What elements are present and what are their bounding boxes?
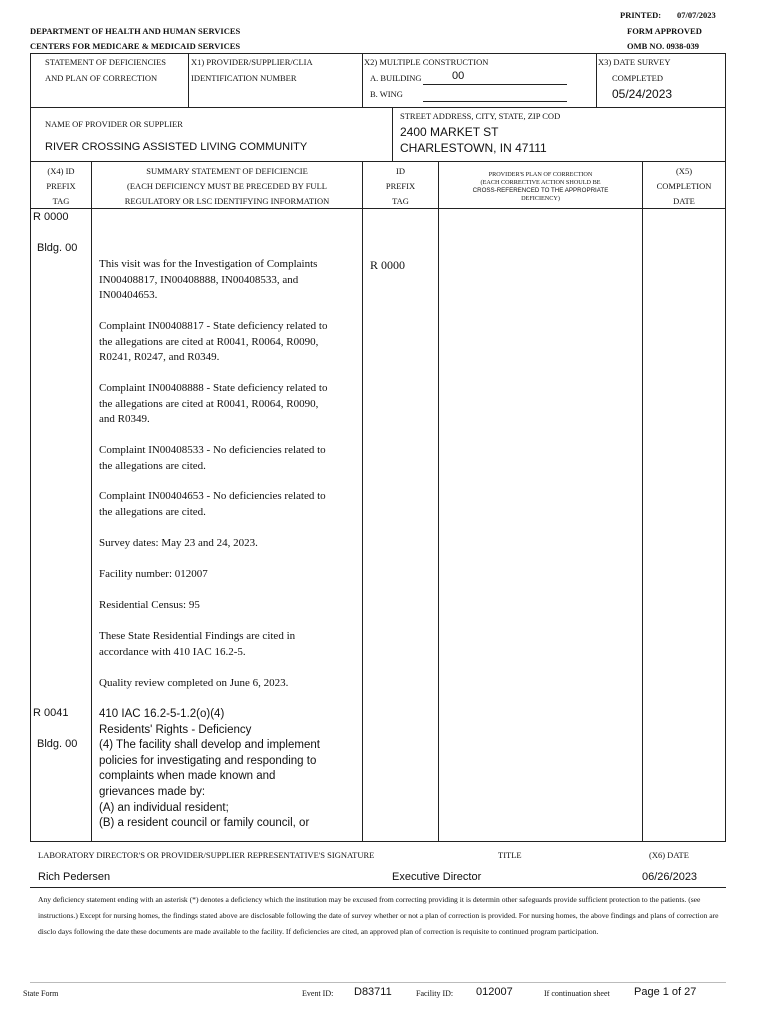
id-header: ID [396,166,405,176]
rule [392,107,393,161]
rule [30,982,726,983]
x4-header: (X4) ID [47,166,75,176]
x2-label: X2) MULTIPLE CONSTRUCTION [364,57,489,67]
omb-number: OMB NO. 0938-039 [627,41,700,51]
address-label: STREET ADDRESS, CITY, STATE, ZIP COD [400,111,561,121]
summary-paragraph: These State Residential Findings are cited in accordance with 410 IAC 16.2-5. [99,630,296,658]
id-tag-r0000: R 0000 [370,258,406,272]
department-title: DEPARTMENT OF HEALTH AND HUMAN SERVICES [30,26,241,36]
deficiency-text: 410 IAC 16.2-5-1.2(o)(4) Residents' Rights - Deficiency (4) The facility shall develop and implement policies for investigating and responding to complaints when made known and grievances made by: (A) an individual resident; (B) a resident council or family council, or [99,708,320,830]
centers-title: CENTERS FOR MEDICARE & MEDICAID SERVICES [30,41,241,51]
quality-review: Quality review completed on June 6, 2023. [99,677,289,689]
tag-r0041: R 0041 [33,707,69,719]
x5-date: DATE [673,196,695,206]
summary-paragraph: Complaint IN00408888 - State deficiency related to the allegations are cited at R0041, R0064, R0090, and R0349. [99,382,328,425]
summary-paragraph: Complaint IN00404653 - No deficiencies related to the allegations are cited. [99,490,326,518]
rule [725,53,726,841]
x1-label: X1) PROVIDER/SUPPLIER/CLIA [191,57,313,67]
continuation-label: If continuation sheet [544,989,610,998]
rule [30,53,726,54]
event-id-value: D83711 [354,986,392,998]
wing-label: B. WING [370,89,403,99]
disclaimer-notice: Any deficiency statement ending with an asterisk (*) denotes a deficiency which the institution may be excused from correcting providing it is determin other safeguards provide sufficient protection to the patients. (see instructions.) Except for nursing homes, the findings stated above are disclosable following the date of survey whether or not a plan of correction is provided. For nursing homes, the above findings and plans of correction are disclo days following the date these documents are made available to the facility. If deficiencies are cited, an approved plan of correction is requisite to continued program participation. [38,895,719,936]
survey-dates: Survey dates: May 23 and 24, 2023. [99,537,258,549]
bldg-label: Bldg. 00 [37,738,78,750]
signature-date: 06/26/2023 [642,871,698,883]
x6-date-label: (X6) DATE [649,850,689,860]
rule [91,161,92,841]
building-value: 00 [452,70,465,82]
printed-date: 07/07/2023 [677,10,716,20]
plan-label: AND PLAN OF CORRECTION [45,73,158,83]
x4-tag: TAG [52,196,70,206]
rule [438,161,439,841]
wing-underline [423,101,567,102]
x1-sub-label: IDENTIFICATION NUMBER [191,73,297,83]
bldg-label: Bldg. 00 [37,242,78,254]
signer-title: Executive Director [392,871,482,883]
facility-id-value: 012007 [476,986,513,998]
residential-census: Residential Census: 95 [99,599,200,611]
x5-header: (X5) [675,166,693,176]
survey-completed-date: 05/24/2023 [612,87,673,101]
rule [30,841,726,842]
address-street: 2400 MARKET ST [400,125,499,139]
title-label: TITLE [498,850,522,860]
facility-id-label: Facility ID: [416,989,454,998]
plan-sub2: CROSS-REFERENCED TO THE APPROPRIATE [472,187,609,194]
plan-header: PROVIDER'S PLAN OF CORRECTION [488,171,593,178]
summary-paragraph: Complaint IN00408533 - No deficiencies related to the allegations are cited. [99,444,326,472]
building-label: A. BUILDING [370,73,422,83]
provider-name-label: NAME OF PROVIDER OR SUPPLIER [45,119,183,129]
rule [362,161,363,841]
x5-completion: COMPLETION [656,181,712,191]
rule [30,161,31,841]
x4-prefix: PREFIX [46,181,76,191]
summary-sub1: (EACH DEFICIENCY MUST BE PRECEDED BY FULL [127,181,327,191]
plan-sub3: DEFICIENCY) [521,195,560,202]
id-prefix: PREFIX [385,181,416,191]
rule [642,161,643,841]
provider-name: RIVER CROSSING ASSISTED LIVING COMMUNITY [45,141,308,153]
event-id-label: Event ID: [302,989,334,998]
signature-label: LABORATORY DIRECTOR'S OR PROVIDER/SUPPLIER REPRESENTATIVE'S SIGNATURE [38,850,375,860]
rule [30,107,726,108]
page-number: Page 1 of 27 [634,986,697,998]
summary-header: SUMMARY STATEMENT OF DEFICIENCIE [146,166,308,176]
summary-sub2: REGULATORY OR LSC IDENTIFYING INFORMATION [124,196,330,206]
rule [362,53,363,107]
x3-label: X3) DATE SURVEY [598,57,671,67]
tag-r0000: R 0000 [33,211,69,223]
rule [596,53,597,107]
x3-sub-label: COMPLETED [612,73,663,83]
statement-label: STATEMENT OF DEFICIENCIES [45,57,167,67]
printed-label: PRINTED: [620,10,662,20]
building-underline [423,84,567,85]
summary-paragraph: Complaint IN00408817 - State deficiency related to the allegations are cited at R0041, R0064, R0090, R0241, R0247, and R0349. [99,320,328,363]
address-city: CHARLESTOWN, IN 47111 [400,141,547,155]
plan-sub1: (EACH CORRECTIVE ACTION SHOULD BE [480,179,601,186]
rule [30,107,31,161]
signer-name: Rich Pedersen [38,871,111,883]
rule [30,208,726,209]
state-form-label: State Form [23,989,59,998]
facility-number: Facility number: 012007 [99,568,208,580]
summary-paragraph: This visit was for the Investigation of Complaints IN00408817, IN00408888, IN00408533, and IN00404653. [99,258,318,301]
rule [30,887,726,888]
rule [30,53,31,107]
id-tag: TAG [392,196,409,206]
rule [188,53,189,107]
rule [30,161,726,162]
form-approved: FORM APPROVED [627,26,702,36]
